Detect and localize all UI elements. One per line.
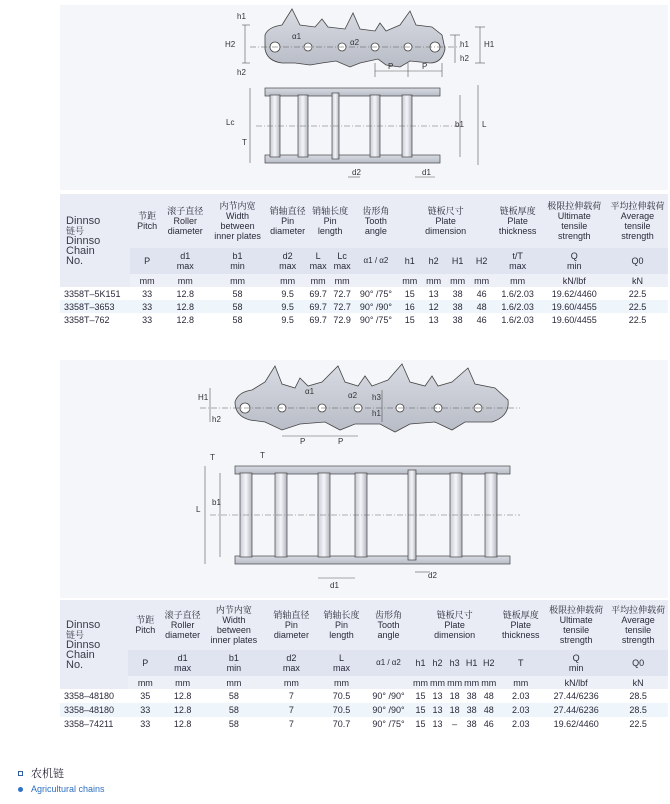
table-header-row <box>60 600 668 650</box>
unit: mm <box>265 676 318 689</box>
sym: H1 <box>446 248 470 274</box>
label: H1 <box>198 393 209 402</box>
unit: mm <box>206 274 269 287</box>
unit: kN/lbf <box>542 274 607 287</box>
sym: d1 max <box>162 650 203 676</box>
label: h1 <box>460 40 469 49</box>
label: h2 <box>237 68 246 77</box>
col-plate-dim: 链板尺寸 Plate dimension <box>412 600 497 650</box>
col-pin-len: 销轴长度 Pin length <box>306 194 354 248</box>
table-header-row <box>60 194 668 248</box>
col-pin-len: 销轴长度 Pin length <box>318 600 365 650</box>
sym: b1 min <box>203 650 265 676</box>
label: T <box>210 453 215 462</box>
col-width: 内节内宽 Width between inner plates <box>206 194 269 248</box>
label: h2 <box>460 54 469 63</box>
unit: kN <box>608 676 668 689</box>
table-row: 3358–74211 33 12.8 58 7 70.7 90° /75° 15 13 – 38 46 2.03 19.62/4460 22.5 <box>60 717 668 731</box>
col-ultimate: 极限拉伸载荷 Ultimate tensile strength <box>544 600 608 650</box>
col-pin-dia: 销轴直径 Pin diameter <box>265 600 318 650</box>
sym: h1 <box>412 650 429 676</box>
col-tooth: 齿形角 Tooth angle <box>365 600 412 650</box>
table-row: 3358T–5K151 33 12.8 58 9.5 69.7 72.7 90° /75° 15 13 38 46 1.6/2.03 19.62/4460 22.5 <box>60 287 668 300</box>
label: d2 <box>352 168 361 177</box>
chain-drawing-2 <box>60 360 668 598</box>
footer <box>18 765 105 797</box>
label: L <box>196 505 201 514</box>
unit <box>365 676 412 689</box>
unit: mm <box>470 274 494 287</box>
sym: Q0 <box>607 248 668 274</box>
unit: mm <box>130 274 165 287</box>
footer-en-line <box>18 781 105 797</box>
footer-en: Agricultural chains <box>31 784 105 794</box>
table-row: 3358T–762 33 12.8 58 9.5 69.7 72.9 90° /75° 15 13 38 46 1.6/2.03 19.60/4455 22.5 <box>60 313 668 326</box>
unit: mm <box>447 677 463 688</box>
unit: mm <box>494 274 542 287</box>
sym: b1 min <box>206 248 269 274</box>
col-tooth: 齿形角 Tooth angle <box>354 194 398 248</box>
sym: d2 max <box>265 650 318 676</box>
unit <box>354 274 398 287</box>
sym: T <box>497 650 544 676</box>
unit: mm <box>318 676 365 689</box>
unit: mm <box>481 677 497 688</box>
col-roller: 滚子直径 Roller diameter <box>165 194 206 248</box>
label: h1 <box>372 409 381 418</box>
sym: h2 <box>422 248 446 274</box>
label: H2 <box>225 40 236 49</box>
label: h2 <box>212 415 221 424</box>
table-row: 3358–48180 33 12.8 58 7 70.5 90° /90° 15 13 18 38 48 2.03 27.44/6236 28.5 <box>60 703 668 717</box>
unit: mm <box>162 676 203 689</box>
label: d1 <box>422 168 431 177</box>
unit: mm <box>398 274 422 287</box>
sym: P <box>128 650 162 676</box>
spec-table-2 <box>60 600 668 731</box>
unit: kN/lbf <box>544 676 608 689</box>
sym: H2 <box>470 248 494 274</box>
label: P <box>388 62 394 71</box>
col-thickness: 链板厚度 Plate thickness <box>497 600 544 650</box>
top-view-2 <box>205 466 520 578</box>
unit: mm <box>306 274 330 287</box>
col-thickness: 链板厚度 Plate thickness <box>494 194 542 248</box>
sym: α1 / α2 <box>365 650 412 676</box>
col-ultimate: 极限拉伸载荷 Ultimate tensile strength <box>542 194 607 248</box>
sym: P <box>130 248 165 274</box>
label: Lc <box>226 118 235 127</box>
symbol-row <box>60 248 668 274</box>
label: P <box>338 437 344 446</box>
unit: mm <box>464 677 480 688</box>
label: h1 <box>237 12 246 21</box>
footer-cn-line <box>18 765 105 781</box>
unit: mm <box>446 274 470 287</box>
unit: mm <box>165 274 206 287</box>
unit: mm <box>330 274 354 287</box>
unit: mm <box>422 274 446 287</box>
sym: H2 <box>480 650 497 676</box>
label: α2 <box>348 391 358 400</box>
sym: L max <box>318 650 365 676</box>
brand-cell: Dinnso 链号 Dinnso Chain No. <box>60 194 130 287</box>
sym: L max <box>306 248 330 274</box>
square-bullet-icon <box>18 771 23 776</box>
unit: kN <box>607 274 668 287</box>
label: α1 <box>305 387 315 396</box>
label: T <box>260 451 265 460</box>
table-row: 3358T–3653 33 12.8 58 9.5 69.7 72.7 90° /90° 16 12 38 48 1.6/2.03 19.60/4455 22.5 <box>60 300 668 313</box>
table-row: 3358–48180 35 12.8 58 7 70.5 90° /90° 15 13 18 38 48 2.03 27.44/6236 28.5 <box>60 689 668 703</box>
sym: d1 max <box>165 248 206 274</box>
sym: Q min <box>542 248 607 274</box>
footer-cn: 农机链 <box>31 768 64 780</box>
col-average: 平均拉伸载荷 Average tensile strength <box>607 194 668 248</box>
sym: α1 / α2 <box>354 248 398 274</box>
col-plate-dim: 链板尺寸 Plate dimension <box>398 194 494 248</box>
label: H1 <box>484 40 495 49</box>
unit: mm <box>203 676 265 689</box>
sym: Lc max <box>330 248 354 274</box>
label: L <box>482 120 487 129</box>
sym: Q0 <box>608 650 668 676</box>
sym: h1 <box>398 248 422 274</box>
sym: H1 <box>463 650 480 676</box>
label: b1 <box>212 498 221 507</box>
label: P <box>422 62 428 71</box>
label: d1 <box>330 581 339 590</box>
col-pitch: 节距 Pitch <box>128 600 162 650</box>
unit-row <box>60 274 668 287</box>
label: T <box>242 138 247 147</box>
brand-cell: Dinnso 链号 Dinnso Chain No. <box>60 600 128 689</box>
col-pin-dia: 销轴直径 Pin diameter <box>269 194 306 248</box>
col-average: 平均拉伸载荷 Average tensile strength <box>608 600 668 650</box>
unit: mm <box>430 677 446 688</box>
col-roller: 滚子直径 Roller diameter <box>162 600 203 650</box>
sym: d2 max <box>269 248 306 274</box>
label: h3 <box>372 393 381 402</box>
dot-bullet-icon <box>18 787 23 792</box>
sym: h2 <box>429 650 446 676</box>
label: P <box>300 437 306 446</box>
sym: t/T max <box>494 248 542 274</box>
sym: h3 <box>446 650 463 676</box>
chain-drawing-1 <box>60 5 668 190</box>
col-pitch: 节距 Pitch <box>130 194 165 248</box>
unit: mm <box>128 676 162 689</box>
spec-table-1 <box>60 194 668 326</box>
top-view <box>250 85 478 177</box>
unit: mm <box>269 274 306 287</box>
sym: Q min <box>544 650 608 676</box>
symbol-row <box>60 650 668 676</box>
label: α1 <box>292 32 302 41</box>
label: b1 <box>455 120 464 129</box>
unit-row <box>60 676 668 689</box>
col-width: 内节内宽 Width between inner plates <box>203 600 265 650</box>
label: α2 <box>350 38 360 47</box>
unit: mm <box>497 676 544 689</box>
unit: mm <box>412 677 428 688</box>
label: d2 <box>428 571 437 580</box>
